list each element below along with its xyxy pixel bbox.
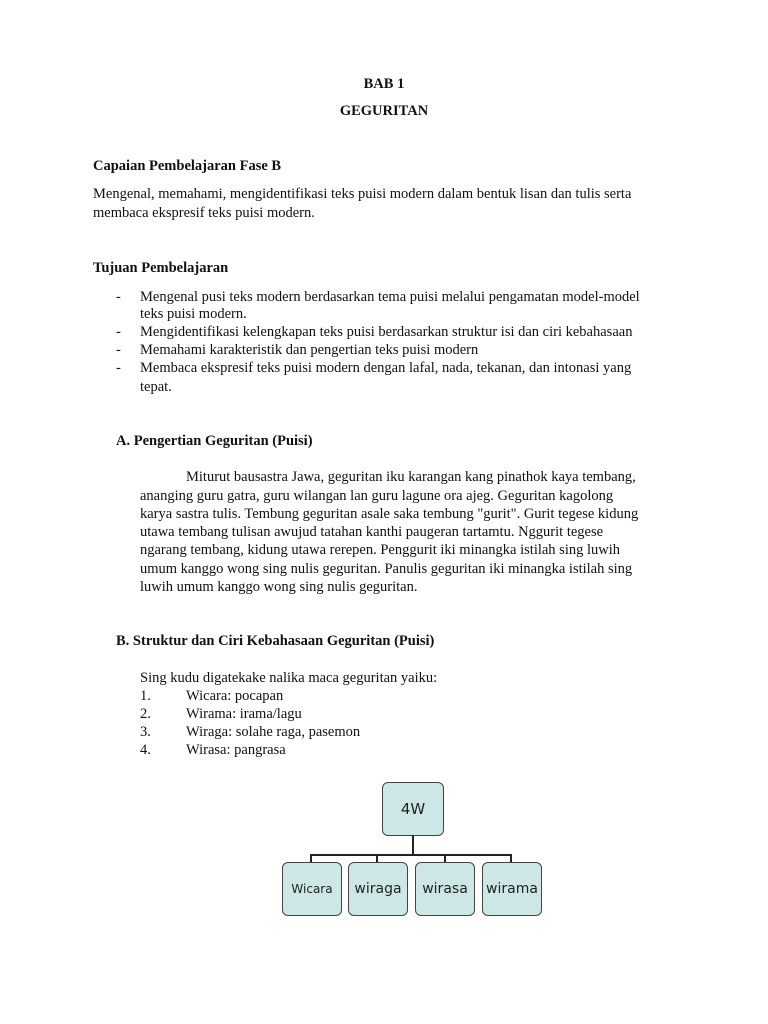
section-a-line-5: ngarang tembang, kidung utawa rerepen. Penggurit iki minangka istilah sing luwih — [140, 542, 621, 558]
hierarchy-diagram — [280, 775, 550, 920]
list-number: 2. — [140, 706, 151, 722]
list-number: 3. — [140, 724, 151, 740]
tujuan-item-1-line-1: Mengenal pusi teks modern berdasarkan tema puisi melalui pengamatan model-model — [140, 289, 640, 305]
tujuan-item-4-line-2: tepat. — [140, 379, 172, 395]
bullet-dash: - — [116, 289, 121, 305]
diagram-connector — [412, 835, 414, 855]
diagram-child-wirasa: wirasa — [415, 862, 475, 916]
section-a-line-3: karya sastra tulis. Tembung geguritan asale saka tembung "gurit". Gurit tegese kidung — [140, 506, 639, 522]
diagram-child-wiraga: wiraga — [348, 862, 408, 916]
capaian-line-2: membaca ekspresif teks puisi modern. — [93, 205, 315, 221]
chapter-title: GEGURITAN — [339, 103, 429, 119]
section-a-line-7: luwih umum kanggo wong sing nulis geguritan. — [140, 579, 418, 595]
capaian-line-1: Mengenal, memahami, mengidentifikasi teks puisi modern dalam bentuk lisan dan tulis serta — [93, 186, 632, 202]
section-b-heading: B. Struktur dan Ciri Kebahasaan Geguritan (Puisi) — [116, 633, 435, 649]
list-item-wirama: Wirama: irama/lagu — [186, 706, 302, 722]
bullet-dash: - — [116, 342, 121, 358]
tujuan-item-3: Memahami karakteristik dan pengertian teks puisi modern — [140, 342, 479, 358]
section-a-line-6: umum kanggo wong sing nulis geguritan. Panulis geguritan iki minangka istilah sing — [140, 561, 633, 577]
tujuan-item-2: Mengidentifikasi kelengkapan teks puisi berdasarkan struktur isi dan ciri kebahasaan — [140, 324, 633, 340]
diagram-child-wicara: Wicara — [282, 862, 342, 916]
list-number: 4. — [140, 742, 151, 758]
section-a-heading: A. Pengertian Geguritan (Puisi) — [116, 433, 313, 449]
section-a-line-4: utawa tembang tulisan awujud tatahan kanthi paugeran tartamtu. Nggurit tegese — [140, 524, 604, 540]
bullet-dash: - — [116, 324, 121, 340]
tujuan-heading: Tujuan Pembelajaran — [93, 260, 229, 276]
list-item-wicara: Wicara: pocapan — [186, 688, 284, 704]
section-b-intro: Sing kudu digatekake nalika maca geguritan yaiku: — [140, 670, 438, 686]
capaian-heading: Capaian Pembelajaran Fase B — [93, 158, 282, 174]
tujuan-item-4-line-1: Membaca ekspresif teks puisi modern dengan lafal, nada, tekanan, dan intonasi yang — [140, 360, 632, 376]
bullet-dash: - — [116, 360, 121, 376]
tujuan-item-1-line-2: teks puisi modern. — [140, 306, 247, 322]
diagram-root-box: 4W — [382, 782, 444, 836]
list-number: 1. — [140, 688, 151, 704]
list-item-wirasa: Wirasa: pangrasa — [186, 742, 286, 758]
section-a-line-1: Miturut bausastra Jawa, geguritan iku karangan kang pinathok kaya tembang, — [186, 469, 636, 485]
chapter-label: BAB 1 — [363, 76, 405, 92]
diagram-child-wirama: wirama — [482, 862, 542, 916]
list-item-wiraga: Wiraga: solahe raga, pasemon — [186, 724, 361, 740]
diagram-connector — [310, 854, 512, 856]
section-a-line-2: ananging guru gatra, guru wilangan lan guru lagune ora ajeg. Geguritan kagolong — [140, 488, 614, 504]
